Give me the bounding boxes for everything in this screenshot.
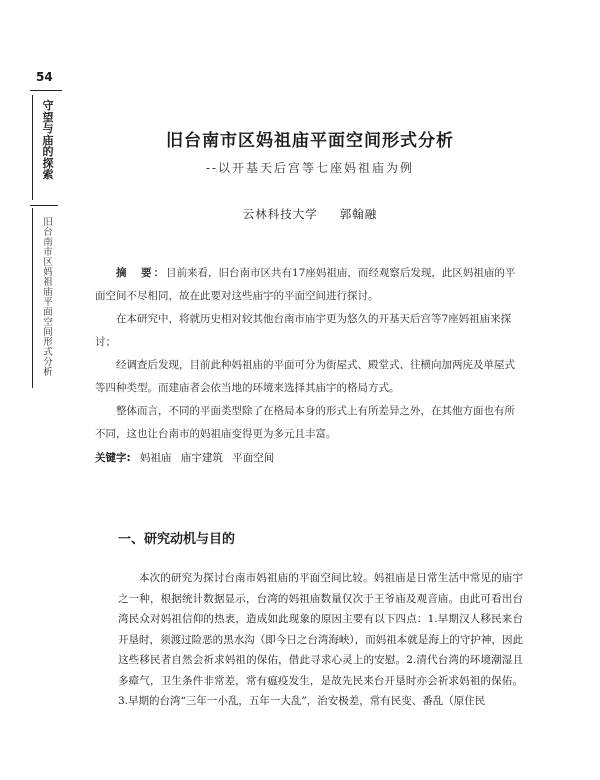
author-name: 郭翰融 — [339, 207, 378, 221]
sidebar-char: 区 — [43, 256, 53, 268]
header-rule — [30, 90, 62, 91]
sidebar-char: 平 — [43, 296, 53, 308]
abstract — [95, 262, 525, 446]
sidebar-char: 析 — [43, 366, 53, 378]
sidebar-char: 旧 — [43, 217, 53, 228]
abstract-paragraph: 在本研究中，将就历史相对较其他台南市庙宇更为悠久的开基天后宫等7座妈祖庙来探讨； — [95, 313, 512, 348]
body-paragraph: 本次的研究为探讨台南市妈祖庙的平面空间比较。妈祖庙是日常生活中常见的庙宇之一种，根据统计数据显示，台湾的妈祖庙数量仅次于王爷庙及观音庙。由此可看出台湾民众对妈祖信仰的热衷，造成如此现象的原因主要有以下四点：1.早期汉人移民来台开垦时，须渡过险恶的黑水沟（即今日之台湾海峡），而妈祖本就是海上的守护神，因此这些移民者自然会祈求妈祖的保佑，借此寻求心灵上的安慰。2.清代台湾的环境潮湿且多瘴气，卫生条件非常差，常有瘟疫发生，是故先民来台开垦时亦会祈求妈祖的保佑。3.早期的台湾“三年一小乱，五年一大乱”，治安极差，常有民变、番乱（原住民 — [118, 572, 523, 707]
author-line — [95, 206, 525, 222]
sidebar-char: 与 — [42, 122, 54, 136]
article-subtitle: --以开基天后宫等七座妈祖庙为例 — [205, 161, 415, 175]
sidebar-char: 式 — [43, 346, 53, 358]
sidebar-char: 南 — [43, 236, 53, 248]
sidebar-char: 庙 — [42, 133, 54, 147]
abstract-label: 摘 要： — [116, 267, 166, 279]
author-institution: 云林科技大学 — [242, 207, 318, 221]
abstract-paragraph: 摘 要：目前来看，旧台南市区共有17座妈祖庙，而经观察后发现，此区妈祖庙的平面空间不尽相同，故在此要对这些庙宇的平面空间进行探讨。 — [95, 267, 516, 302]
keyword: 妈祖庙 — [140, 452, 172, 464]
sidebar-char: 台 — [43, 226, 53, 238]
sidebar-char: 间 — [43, 326, 53, 338]
sidebar-char: 面 — [43, 306, 53, 318]
page-number: 54 — [36, 70, 53, 84]
sidebar-rule-lower — [32, 208, 33, 388]
sidebar-char: 分 — [43, 356, 53, 368]
sidebar-char: 的 — [42, 145, 54, 159]
keyword: 庙宇建筑 — [180, 452, 223, 464]
abstract-paragraph: 经调查后发现，目前此种妈祖庙的平面可分为街屋式、殿堂式、往横向加两庑及单屋式等四种类型。而建庙者会依当地的环境来选择其庙宇的格局方式。 — [95, 359, 515, 394]
article-title: 旧台南市区妈祖庙平面空间形式分析 — [166, 131, 454, 151]
sidebar-char: 庙 — [43, 286, 53, 298]
article-header — [95, 126, 525, 468]
keyword: 平面空间 — [232, 452, 275, 464]
sidebar-char: 探 — [42, 156, 54, 170]
abstract-paragraph: 整体而言，不同的平面类型除了在格局本身的形式上有所差异之外，在其他方面也有所不同，这也让台南市的妈祖庙变得更为多元且丰富。 — [95, 405, 515, 440]
sidebar-char: 形 — [43, 336, 53, 348]
section-heading: 一、研究动机与目的 — [118, 532, 236, 547]
keywords-label: 关键字: — [95, 452, 131, 464]
sidebar-char: 市 — [43, 246, 53, 258]
sidebar-char: 祖 — [43, 276, 53, 288]
sidebar-char: 妈 — [43, 266, 53, 278]
keywords — [95, 448, 525, 468]
sidebar-article-title — [40, 218, 56, 378]
section-body — [118, 568, 523, 712]
sidebar-char: 望 — [42, 110, 54, 124]
sidebar-series-title — [40, 100, 56, 181]
sidebar-rule-upper — [32, 95, 33, 200]
sidebar-char: 守 — [42, 99, 54, 112]
sidebar-divider — [30, 205, 58, 206]
sidebar-char: 索 — [42, 168, 54, 182]
sidebar-char: 空 — [43, 316, 53, 328]
